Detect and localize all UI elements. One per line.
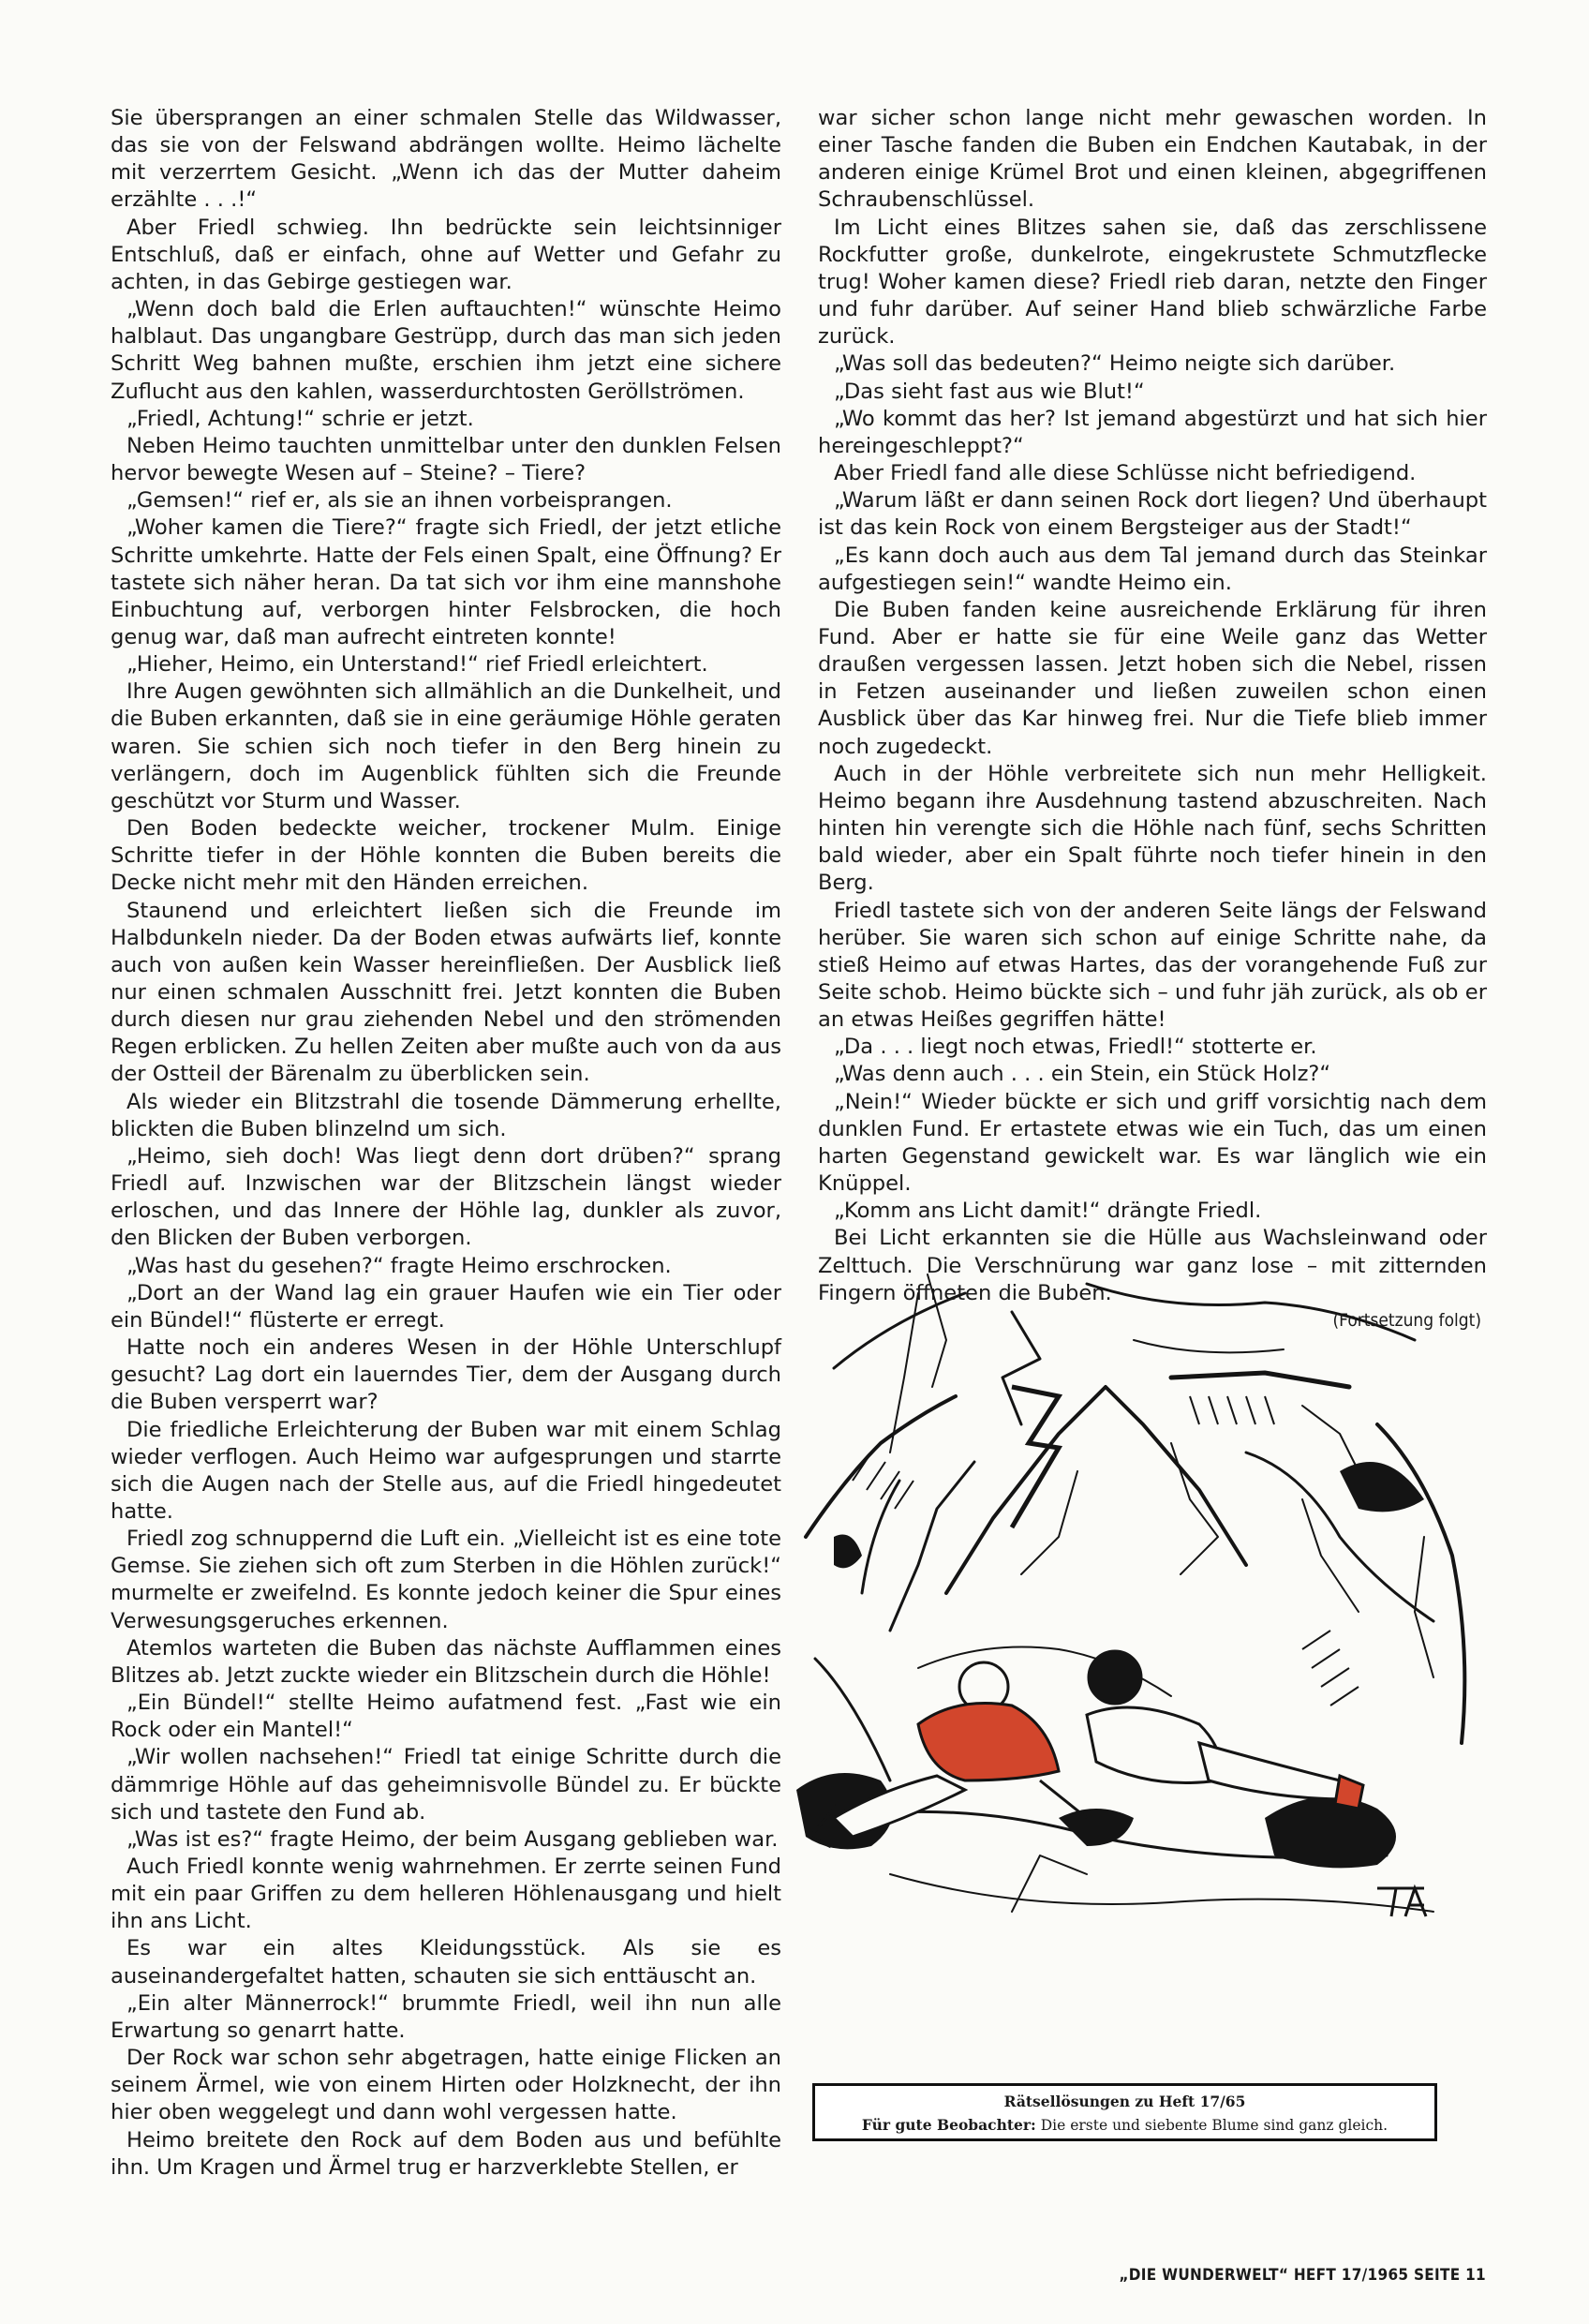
paragraph: war sicher schon lange nicht mehr gewaschen worden. In einer Tasche fanden die Buben ein Endchen Kautabak, in der anderen einige Krümel Brot und einen kleinen, abgegriffenen Schraubenschlüssel. bbox=[818, 106, 1487, 213]
paragraph: Aber Friedl schwieg. Ihn bedrückte sein leichtsinniger Entschluß, daß er einfach, ohne auf Wetter und Gefahr zu achten, in das Gebirge gestiegen war. bbox=[111, 215, 781, 294]
paragraph: „Gemsen!“ rief er, als sie an ihnen vorbeisprangen. bbox=[126, 488, 673, 514]
story-column-right bbox=[818, 105, 1487, 1334]
paragraph: „Was denn auch . . . ein Stein, ein Stück Holz?“ bbox=[834, 1062, 1331, 1087]
paragraph: „Es kann doch auch aus dem Tal jemand durch das Steinkar aufgestiegen sein!“ wandte Heimo ein. bbox=[818, 543, 1487, 595]
paragraph: Heimo breitete den Rock auf dem Boden aus und befühlte ihn. Um Kragen und Ärmel trug er harzverklebte Stellen, er bbox=[111, 2127, 781, 2180]
paragraph: Atemlos warteten die Buben das nächste Aufflammen eines Blitzes ab. Jetzt zuckte wieder ein Blitzschein durch die Höhle! bbox=[111, 1635, 781, 1688]
puzzle-box-line bbox=[815, 2113, 1434, 2138]
paragraph: Es war ein altes Kleidungsstück. Als sie es auseinandergefaltet hatten, schauten sie sich enttäuscht an. bbox=[111, 1936, 781, 1989]
paragraph: Auch in der Höhle verbreitete sich nun mehr Helligkeit. Heimo begann ihre Ausdehnung tastend abzuschreiten. Nach hinten hin verengte sich die Höhle nach fünf, sechs Schritten bald wieder, aber ein Spalt führte noch tiefer hinein in den Berg. bbox=[818, 761, 1487, 896]
puzzle-solutions-box bbox=[812, 2083, 1437, 2141]
paragraph: „Was hast du gesehen?“ fragte Heimo erschrocken. bbox=[126, 1253, 672, 1278]
paragraph: Friedl tastete sich von der anderen Seite längs der Felswand herüber. Sie waren sich schon auf einige Schritte nahe, da stieß Heimo auf etwas Hartes, das der vorangehende Fuß zur Seite schob. Heimo bückte sich – und fuhr jäh zurück, als ob er an etwas Heißes gegriffen hätte! bbox=[818, 898, 1487, 1033]
paragraph: Die friedliche Erleichterung der Buben war mit einem Schlag wieder verflogen. Auch Heimo war aufgesprungen und starrte sich die Augen nach der Stelle aus, auf die Friedl hingedeutet hatte. bbox=[111, 1417, 781, 1524]
paragraph: „Hieher, Heimo, ein Unterstand!“ rief Friedl erleichtert. bbox=[126, 652, 708, 678]
paragraph: „Wenn doch bald die Erlen auftauchten!“ wünschte Heimo halblaut. Das ungangbare Gestrüpp, durch das man sich jeden Schritt Weg bahnen mußte, erschien ihm jetzt eine sichere Zuflucht aus den kahlen, wasserdurchtosten Geröllströmen. bbox=[111, 297, 781, 404]
continued-label: (Fortsetzung folgt) bbox=[1332, 1309, 1481, 1331]
second-boy bbox=[1087, 1651, 1363, 1809]
cave-illustration bbox=[778, 1256, 1490, 1968]
paragraph: Sie übersprangen an einer schmalen Stelle das Wildwasser, das sie von der Felswand abdrängen wollte. Heimo lächelte mit verzerrtem Gesicht. „Wenn ich das der Mutter daheim erzählte . . .!“ bbox=[111, 106, 781, 213]
paragraph: Der Rock war schon sehr abgetragen, hatte einige Flicken an seinem Ärmel, wie von einem Hirten oder Holzknecht, der ihn hier oben weggelegt und dann wohl vergessen hatte. bbox=[111, 2046, 781, 2125]
lightning-bolt bbox=[1012, 1387, 1059, 1527]
page-footer: „DIE WUNDERWELT“ HEFT 17/1965 SEITE 11 bbox=[1119, 2266, 1486, 2285]
paragraph: Bei Licht erkannten sie die Hülle aus Wachsleinwand oder Zelttuch. Die Verschnürung war ganz lose – mit zitternden Fingern öffneten die Buben. bbox=[818, 1226, 1487, 1305]
story-column-left bbox=[111, 105, 781, 2182]
paragraph: „Da . . . liegt noch etwas, Friedl!“ stotterte er. bbox=[834, 1035, 1317, 1060]
puzzle-box-label: Für gute Beobachter: bbox=[861, 2116, 1036, 2134]
paragraph: „Komm ans Licht damit!“ drängte Friedl. bbox=[834, 1199, 1262, 1224]
paragraph: „Ein Bündel!“ stellte Heimo aufatmend fest. „Fast wie ein Rock oder ein Mantel!“ bbox=[111, 1691, 781, 1743]
paragraph: „Nein!“ Wieder bückte er sich und griff vorsichtig nach dem dunklen Fund. Er ertastete etwas wie ein Tuch, das um einen harten Gegenstand gewickelt war. Es war länglich wie ein Knüppel. bbox=[818, 1089, 1487, 1197]
paragraph: Hatte noch ein anderes Wesen in der Höhle Unterschlupf gesucht? Lag dort ein lauerndes Tier, dem der Ausgang durch die Buben versperrt war? bbox=[111, 1335, 781, 1415]
paragraph: Aber Friedl fand alle diese Schlüsse nicht befriedigend. bbox=[834, 461, 1417, 486]
paragraph: Den Boden bedeckte weicher, trockener Mulm. Einige Schritte tiefer in der Höhle konnten die Buben bereits die Decke nicht mehr mit den Händen erreichen. bbox=[111, 816, 781, 896]
paragraph: Staunend und erleichtert ließen sich die Freunde im Halbdunkeln nieder. Da der Boden etwas aufwärts lief, konnte auch von außen kein Wasser hereinfließen. Der Ausblick ließ nur einen schmalen Ausschnitt frei. Jetzt konnten die Buben durch diesen nur grau ziehenden Nebel und den strömenden Regen erblicken. Zu hellen Zeiten aber mußte auch von da aus der Ostteil der Bärenalm zu überblicken sein. bbox=[111, 898, 781, 1087]
paragraph: Friedl zog schnuppernd die Luft ein. „Vielleicht ist es eine tote Gemse. Sie ziehen sich oft zum Sterben in die Höhlen zurück!“ murmelte er zweifelnd. Es konnte jedoch keiner die Spur eines Verwesungsgeruches erkennen. bbox=[111, 1527, 781, 1633]
paragraph: „Das sieht fast aus wie Blut!“ bbox=[834, 379, 1145, 404]
paragraph: Ihre Augen gewöhnten sich allmählich an die Dunkelheit, und die Buben erkannten, daß sie in eine geräumige Höhle geraten waren. Sie schien sich noch tiefer in den Berg hinein zu verlängern, doch im Augenblick fühlten sich die Freunde geschützt vor Sturm und Wasser. bbox=[111, 679, 781, 813]
paragraph: Auch Friedl konnte wenig wahrnehmen. Er zerrte seinen Fund mit ein paar Griffen zu dem helleren Höhlenausgang und hielt ihn ans Licht. bbox=[111, 1855, 781, 1934]
paragraph: Als wieder ein Blitzstrahl die tosende Dämmerung erhellte, blickten die Buben blinzelnd um sich. bbox=[111, 1089, 781, 1141]
puzzle-box-text: Die erste und siebente Blume sind ganz gleich. bbox=[1040, 2117, 1389, 2134]
paragraph: „Woher kamen die Tiere?“ fragte sich Friedl, der jetzt etliche Schritte umkehrte. Hatte der Fels einen Spalt, eine Öffnung? Er tastete sich näher heran. Da tat sich vor ihm eine mannshohe Einbuchtung auf, verborgen hinter Felsbrocken, die hoch genug war, daß man aufrecht eintreten konnte! bbox=[111, 515, 781, 649]
paragraph: „Warum läßt er dann seinen Rock dort liegen? Und überhaupt ist das kein Rock von einem Bergsteiger aus der Stadt!“ bbox=[818, 488, 1487, 541]
paragraph: Neben Heimo tauchten unmittelbar unter den dunklen Felsen hervor bewegte Wesen auf – Steine? – Tiere? bbox=[111, 433, 781, 486]
paragraph: „Was soll das bedeuten?“ Heimo neigte sich darüber. bbox=[834, 351, 1396, 377]
paragraph: „Wo kommt das her? Ist jemand abgestürzt und hat sich hier hereingeschleppt?“ bbox=[818, 406, 1487, 458]
paragraph: Im Licht eines Blitzes sahen sie, daß das zerschlissene Rockfutter große, dunkelrote, eingekrustete Schmutzflecke trug! Woher kamen diese? Friedl rieb daran, netzte den Finger und fuhr darüber. Auf seiner Hand blieb schwärzliche Farbe zurück. bbox=[818, 215, 1487, 350]
paragraph: „Heimo, sieh doch! Was liegt denn dort drüben?“ sprang Friedl auf. Inzwischen war der Blitzschein längst wieder erloschen, und das Innere der Höhle lag, dunkler als zuvor, den Blicken der Buben verborgen. bbox=[111, 1143, 781, 1251]
paragraph: „Friedl, Achtung!“ schrie er jetzt. bbox=[126, 406, 474, 431]
puzzle-box-title: Rätsellösungen zu Heft 17/65 bbox=[1003, 2093, 1246, 2110]
paragraph: „Was ist es?“ fragte Heimo, der beim Ausgang geblieben war. bbox=[126, 1826, 779, 1852]
paragraph: „Wir wollen nachsehen!“ Friedl tat einige Schritte durch die dämmrige Höhle auf das geheimnisvolle Bündel zu. Er bückte sich und tastete den Fund ab. bbox=[111, 1745, 781, 1825]
rock-hatching bbox=[853, 1396, 1359, 1762]
paragraph: „Ein alter Männerrock!“ brummte Friedl, weil ihn nun alle Erwartung so genarrt hatte. bbox=[111, 1990, 781, 2043]
boy-in-red-jacket bbox=[810, 1662, 1087, 1846]
paragraph: „Dort an der Wand lag ein grauer Haufen wie ein Tier oder ein Bündel!“ flüsterte er erregt. bbox=[111, 1280, 781, 1333]
artist-signature bbox=[1377, 1888, 1426, 1916]
paragraph: Die Buben fanden keine ausreichende Erklärung für ihren Fund. Aber er hatte sie für eine Weile ganz das Wetter draußen vergessen lassen. Jetzt hoben sich die Nebel, rissen in Fetzen auseinander und ließen zuweilen schon einen Ausblick über das Kar hinweg frei. Nur die Tiefe blieb immer noch zugedeckt. bbox=[818, 597, 1487, 759]
